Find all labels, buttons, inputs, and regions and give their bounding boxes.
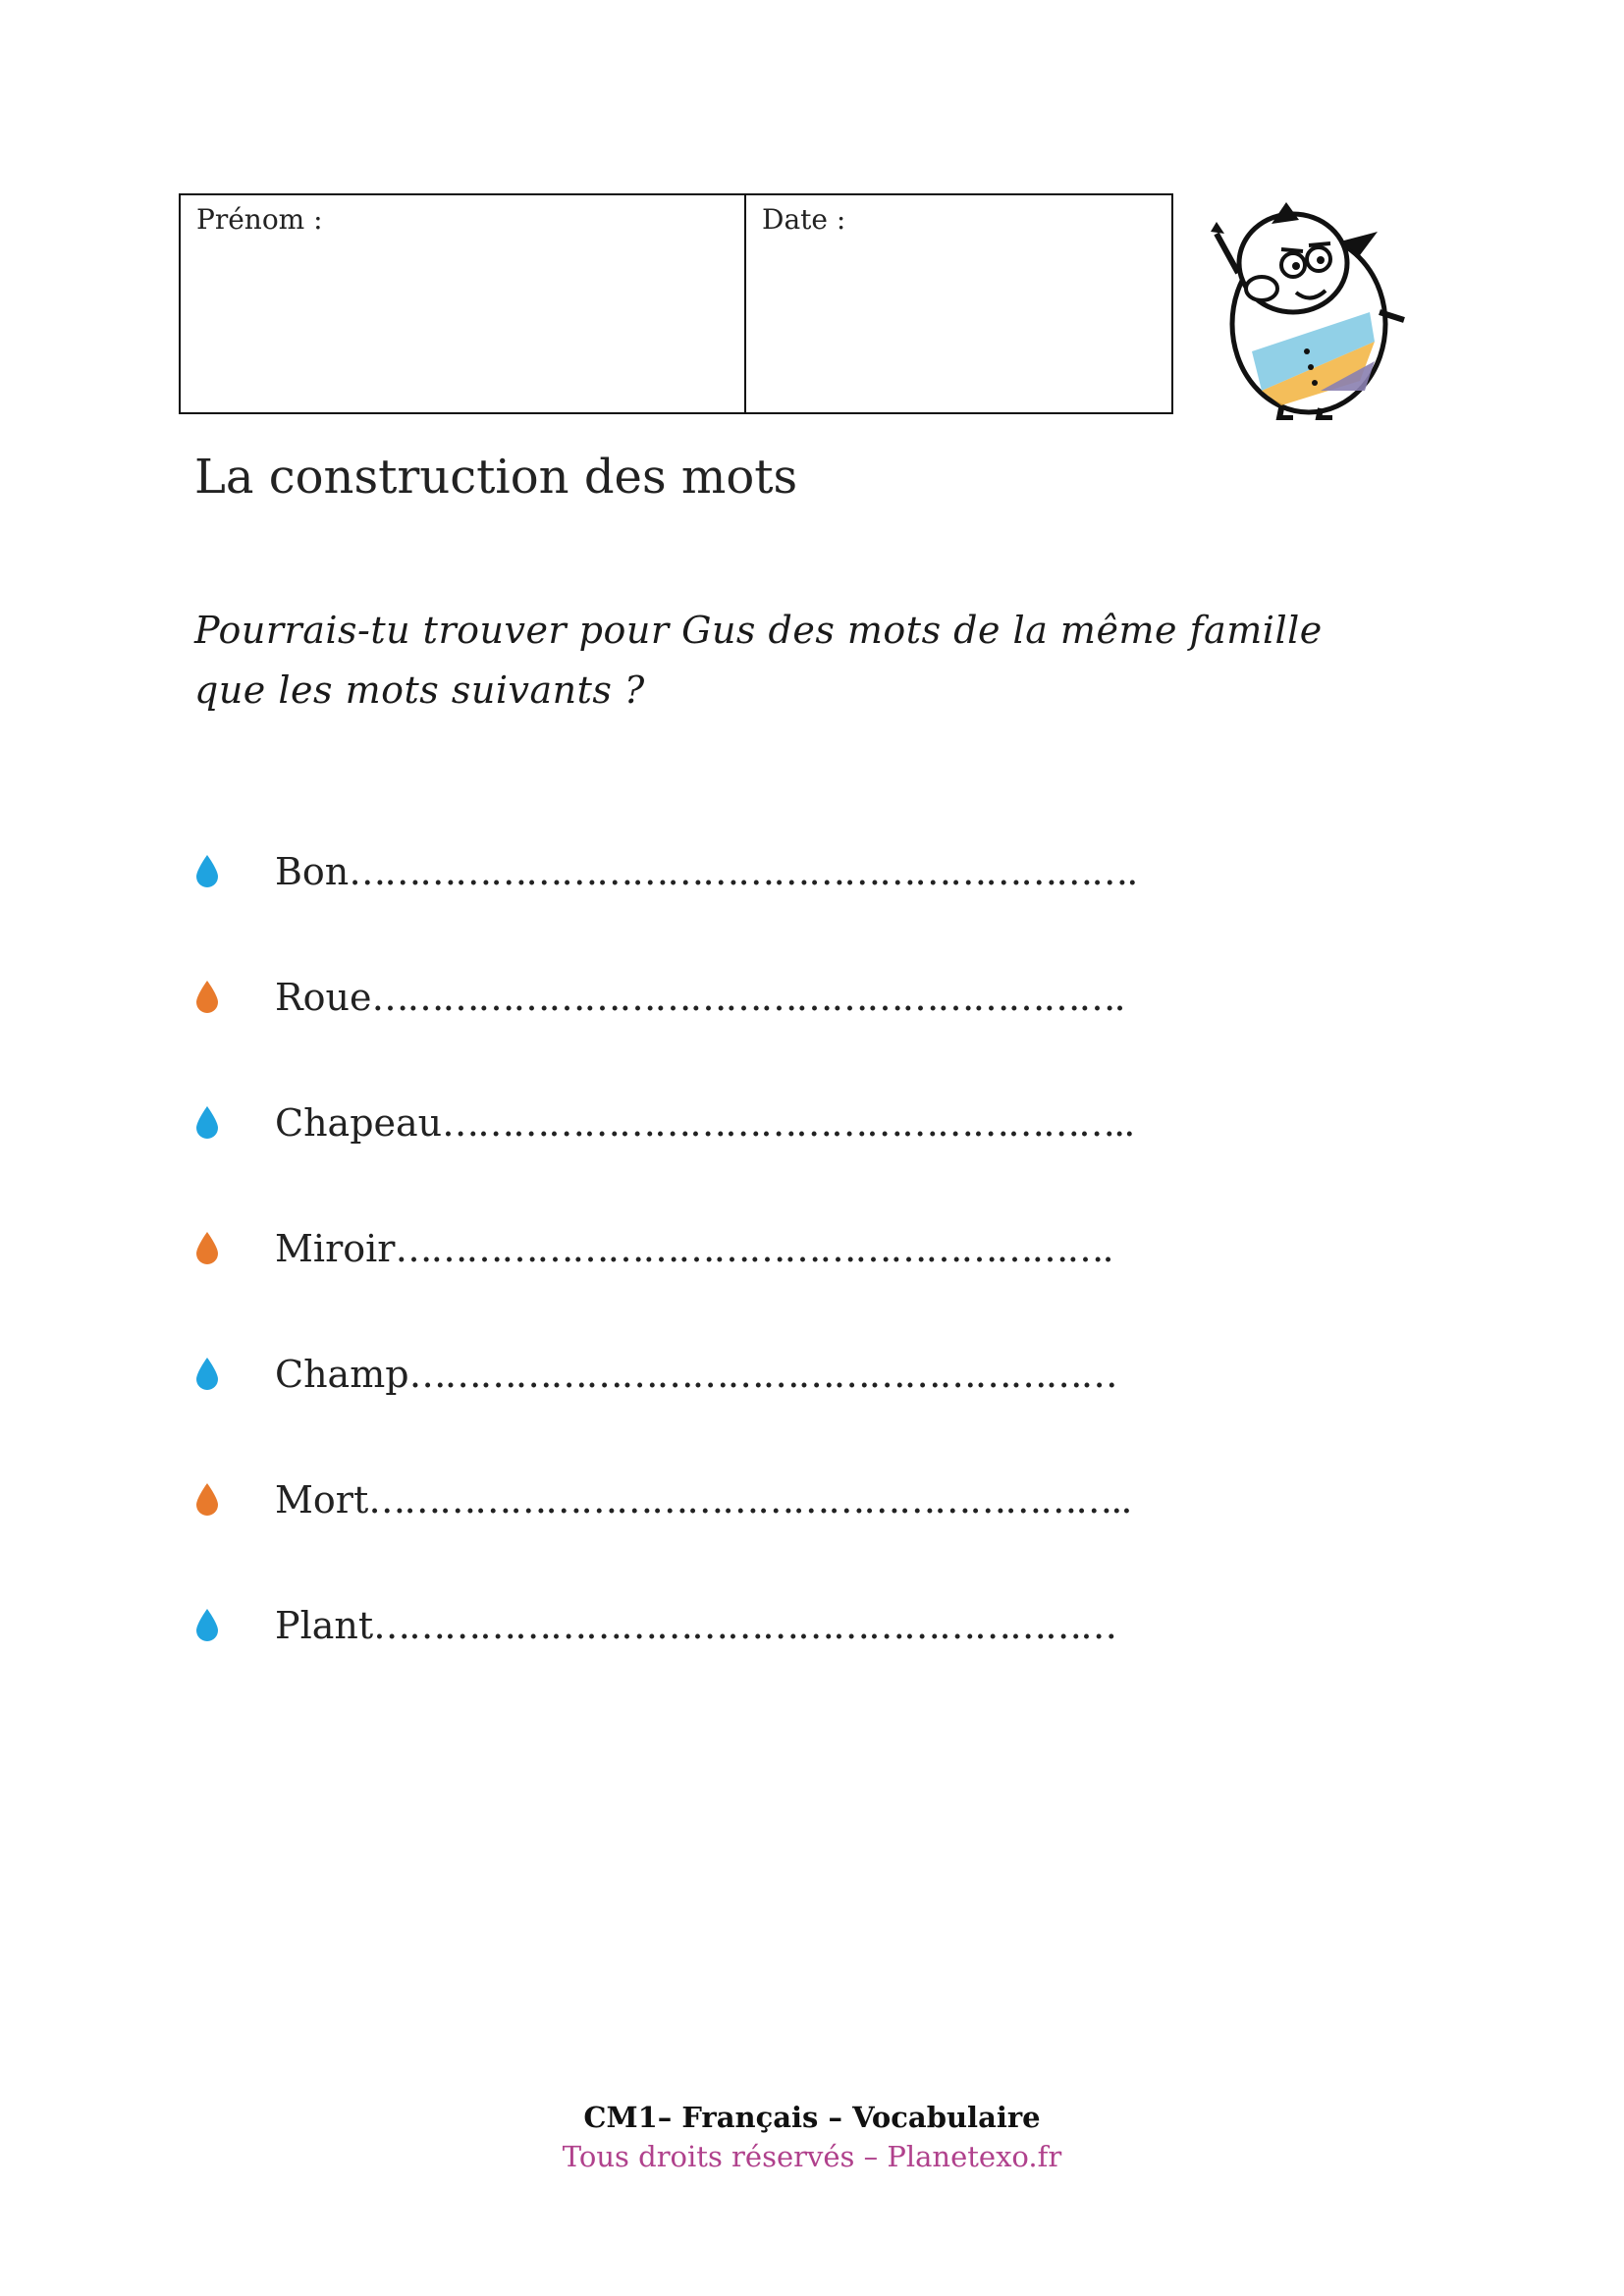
instruction-line-1: Pourrais-tu trouver pour Gus des mots de la même famille — [194, 609, 1323, 652]
answer-line[interactable]: ……………………………………………………….. — [368, 1478, 1131, 1522]
drop-bullet-icon — [194, 1105, 220, 1139]
word-label: Roue — [275, 976, 372, 1019]
drop-bullet-icon — [194, 1482, 220, 1516]
answer-line[interactable]: ………………………………………………………. — [371, 976, 1124, 1019]
name-cell[interactable] — [181, 195, 746, 412]
sheep-mascot-icon — [1203, 194, 1414, 420]
answer-line[interactable]: …………………………………………………………. — [349, 850, 1137, 893]
drop-bullet-icon — [194, 854, 220, 887]
instruction-line-2: que les mots suivants ? — [194, 668, 645, 712]
page-title: La construction des mots — [194, 450, 798, 505]
word-label: Miroir — [275, 1227, 396, 1270]
drop-bullet-icon — [194, 980, 220, 1013]
date-label: Date : — [762, 203, 846, 236]
footer-copyright[interactable]: Tous droits réservés – Planetexo.fr — [562, 2140, 1062, 2173]
word-label: Champ — [275, 1353, 409, 1396]
drop-bullet-icon — [194, 1357, 220, 1390]
answer-line[interactable]: ……………………………………………………. — [395, 1227, 1112, 1270]
word-label: Chapeau — [275, 1101, 443, 1145]
footer-course-label: CM1– Français – Vocabulaire — [583, 2101, 1041, 2134]
answer-line[interactable]: ……………………………………………………… — [373, 1604, 1116, 1647]
drop-bullet-icon — [194, 1608, 220, 1641]
name-label: Prénom : — [196, 203, 323, 236]
drop-bullet-icon — [194, 1231, 220, 1264]
student-info-table — [179, 193, 1173, 414]
date-cell[interactable] — [746, 195, 1171, 412]
word-label: Mort — [275, 1478, 369, 1522]
answer-line[interactable]: ………………………………………………….. — [442, 1101, 1134, 1145]
answer-line[interactable]: …………………………………………………… — [408, 1353, 1116, 1396]
word-label: Bon — [275, 850, 350, 893]
word-label: Plant — [275, 1604, 374, 1647]
instruction-text — [194, 601, 1471, 721]
